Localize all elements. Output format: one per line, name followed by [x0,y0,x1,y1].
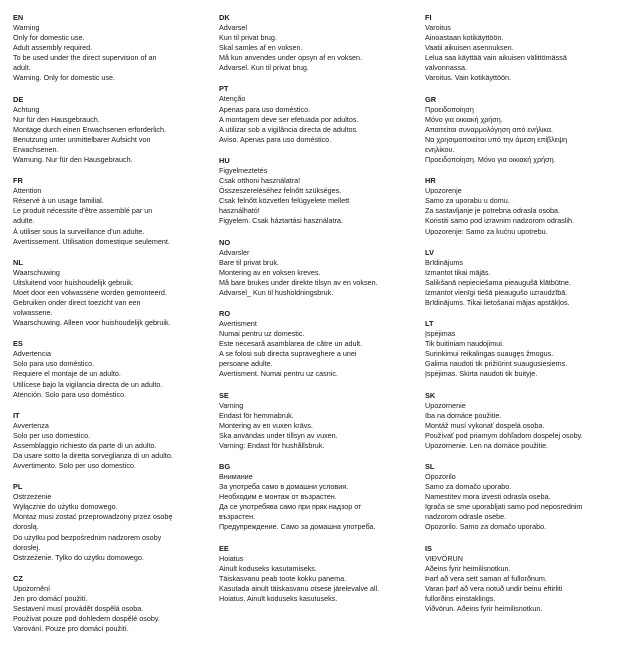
warning-text-line: Kun til privat brug. [219,33,277,43]
warning-text-line: A se folosi sub directa supraveghere a unei [219,349,357,359]
column-2 [219,13,414,615]
language-code: HU [219,155,230,165]
language-code: CZ [13,573,23,583]
language-code: PT [219,84,229,94]
language-section-es [13,339,208,399]
language-code: DE [13,94,24,104]
warning-text-line: Do użytku pod bezpośrednim nadzorem osoby [13,532,162,542]
language-section-is [425,544,625,615]
warning-text-line: Ainoastaan kotikäyttöön. [425,33,504,43]
warning-text-line: Izmantot vienīgi tiešā pieaugušo uzraudzībā. [425,287,568,297]
language-code: DK [219,13,230,22]
warning-heading: Upozornění [13,583,51,593]
language-code: ES [13,339,23,349]
warning-text-line: Összeszereléséhez felnőtt szükséges. [219,186,342,196]
language-code: EE [219,543,229,553]
warning-text-line: ενηλίκου. [425,144,455,154]
language-code: IS [425,543,432,553]
language-section-de [13,95,208,166]
language-section-se [219,391,414,451]
warning-text-line: Sestavení musí provádět dospělá osoba. [13,604,144,614]
warning-text-line: Varan þarf að vera notuð undir beinu eftirliti [425,583,563,593]
warning-text-line: Να χρησιμοποιείται υπό την άμεση επίβλεψη [425,134,568,144]
warning-text-line: Aviso. Apenas para uso doméstico. [219,134,332,144]
warning-heading: Advarsel [219,23,247,32]
warning-text-line: Предупреждение. Само за домашна употреба. [219,522,376,532]
warning-text-line: használható! [219,206,260,216]
warning-text-line: Endast för hemmabruk. [219,410,294,420]
warning-text-line: Assemblaggio richiesto da parte di un adulto. [13,440,157,450]
warning-text-line: Samo za uporabu u domu. [425,196,510,206]
warning-text-line: Galima naudoti tik prižiūrint suaugusiesiems. [425,359,568,369]
warning-text-line: Ainult koduseks kasutamiseks. [219,563,317,573]
language-section-cz [13,574,208,634]
warning-text-line: възрастен. [219,512,256,522]
warning-text-line: Må bare brukes under direkte tilsyn av en voksen. [219,277,378,287]
language-section-hu [219,156,414,227]
warning-text-line: Brīdinājums. Tikai lietošanai mājas apstākļos. [425,297,570,307]
warning-heading: Advertencia [13,349,51,359]
warning-heading: Attention [13,186,42,196]
warning-heading: Figyelmeztetés [219,165,268,175]
warning-heading: Upozornenie [425,400,466,410]
language-section-en [13,13,208,84]
warning-text-line: Ska användas under tillsyn av vuxen. [219,430,338,440]
warning-heading: Brīdinājums [425,257,463,267]
warning-text-line: Koristiti samo pod izravnim nadzorom odraslih. [425,216,575,226]
warning-heading: Waarschuwing [13,267,60,277]
warning-text-line: Varning: Endast för hushållsbruk. [219,440,325,450]
warning-text-line: Upozornenie. Len na domáce použitie. [425,440,549,450]
warning-text-line: A utilizar sob a vigilância directa de adultos. [219,124,359,134]
warning-text-line: persoane adulte. [219,359,273,369]
language-section-fr [13,176,208,247]
warning-text-line: Jen pro domácí použití. [13,593,88,603]
warning-text-line: Numai pentru uz domestic. [219,329,305,339]
language-code: EN [13,13,24,22]
warning-text-line: Figyelem. Csak háztartási használatra. [219,216,343,226]
warning-text-line: Gebruiken onder direct toezicht van een [13,297,141,307]
warning-text-line: Salikšanā nepieciešama pieaugušā klātbūtne. [425,277,571,287]
warning-text-line: Warning. Only for domestic use. [13,73,115,83]
warning-text-line: Csak felnőtt közvetlen felügyelete mellett [219,196,350,206]
warning-text-line: fullorðins einstaklings. [425,593,496,603]
language-code: LV [425,247,434,257]
language-code: NO [219,237,231,247]
warning-text-line: nadzorom odrasle osebe. [425,512,507,522]
warning-heading: Opozorilo [425,472,456,481]
warning-text-line: Απαιτείται συναρμολόγηση από ενήλικα. [425,124,553,134]
language-code: IT [13,410,20,420]
warning-text-line: adult. [13,63,31,73]
language-section-lt [425,319,625,379]
warning-heading: Warning [13,23,40,32]
warning-text-line: Leluа saa käyttää vain aikuisen välittömässä [425,53,567,63]
warning-heading: Внимание [219,472,253,481]
warning-text-line: Aðeins fyrir heimilisnotkun. [425,563,511,573]
warning-heading: VIÐVÖRUN [425,553,463,563]
warning-text-line: Erwachsenen. [13,144,59,154]
warning-text-line: Utilícese bajo la vigilancia directa de un adulto. [13,379,163,389]
warning-text-line: Benutzung unter unmittelbarer Aufsicht von [13,134,151,144]
warning-text-line: Solo para uso doméstico. [13,359,95,369]
warning-heading: Avertisment [219,318,257,328]
language-section-nl [13,258,208,329]
language-section-gr [425,95,625,166]
warning-text-line: valvonnassa. [425,63,467,73]
warning-text-line: Requiere el montaje de un adulto. [13,369,121,379]
warning-text-line: Kasutada ainult täiskasvanu otsese järelevalve all. [219,583,380,593]
warning-text-line: Surinkimui reikalingas suaugęs žmogus. [425,349,554,359]
warning-text-line: Používať pod priamym dohľadom dospelej osoby. [425,430,583,440]
language-section-pt [219,84,414,144]
warning-text-line: Μόνο για οικιακή χρήση. [425,114,503,124]
warning-text-line: Uitsluitend voor huishoudelijk gebruik. [13,277,134,287]
warning-text-line: Samo za domačo uporabo. [425,482,512,492]
warning-text-line: volwassene. [13,308,53,318]
warning-text-line: A montagem deve ser efetuada por adultos. [219,114,359,124]
warning-text-line: Namestitev mora izvesti odrasla oseba. [425,492,551,502]
language-section-dk [219,13,414,73]
warning-heading: Advarsler [219,247,250,257]
warning-heading: Varoitus [425,23,451,32]
warning-text-line: Montering av en voksen kreves. [219,267,321,277]
warning-text-line: Atención. Solo para uso doméstico. [13,389,127,399]
warning-heading: Varning [219,400,244,410]
warning-heading: Achtung [13,104,40,114]
warning-text-line: Le produit nécessite d'être assemblé par un [13,206,153,216]
language-code: BG [219,462,231,471]
warning-text-line: Warnung. Nur für den Hausgebrauch. [13,155,133,165]
warning-text-line: Opozorilo. Samo za domačo uporabo. [425,522,547,532]
warning-text-line: Да се употребява само при пряк надзор от [219,502,362,512]
warning-heading: Hoiatus [219,553,244,563]
language-code: SK [425,390,436,400]
warning-heading: Upozorenje [425,186,462,196]
warning-text-line: Iba na domáce použitie. [425,410,502,420]
warning-heading: Ostrzeżenie [13,492,52,502]
warning-text-line: Wyłącznie do użytku domowego. [13,502,118,512]
warning-text-line: Csak otthoni használatra! [219,176,301,186]
warning-text-line: Montage durch einen Erwachsenen erforderlich. [13,124,167,134]
warning-text-line: dorosłą. [13,522,39,532]
language-code: PL [13,482,23,492]
warning-heading: Atenção [219,94,246,104]
warning-text-line: Upozorenje: Samo za kućnu upotrebu. [425,226,548,236]
warning-text-line: Skal samles af en voksen. [219,43,303,53]
warning-text-line: Įspėjimas. Skirta naudoti tik buityje. [425,369,538,379]
warning-text-line: Igrača se sme uporabljati samo pod neposrednim [425,502,583,512]
language-code: RO [219,308,231,318]
warning-text-line: Za sastavljanje je potrebna odrasla osoba. [425,206,561,216]
language-code: GR [425,94,437,104]
column-3 [425,13,625,625]
warning-text-line: Používat pouze pod dohledem dospělé osoby. [13,614,160,624]
warning-text-line: Avertissement. Utilisation domestique seulement. [13,236,170,246]
warning-text-line: Este necesară asamblarea de către un adult. [219,339,363,349]
language-code: SL [425,462,435,471]
language-code: LT [425,319,434,329]
language-code: SE [219,390,229,400]
warning-text-line: Bare til privat bruk. [219,257,279,267]
warning-text-line: Da usare sotto la diretta sorveglianza di un adulto. [13,451,173,460]
warning-text-line: Tik buitiniam naudojimui. [425,339,504,349]
warning-text-line: Vaatii aikuisen asennuksen. [425,43,514,53]
warning-text-line: Må kun anvendes under opsyn af en voksen. [219,53,363,63]
warning-text-line: To be used under the direct supervision of an [13,53,157,63]
column-1 [13,13,208,645]
language-section-pl [13,482,208,563]
warning-text-line: Nur für den Hausgebrauch. [13,114,100,124]
warning-text-line: За употреба само в домашни условия. [219,482,349,492]
warning-text-line: Montaż musi zostać przeprowadzony przez osobę [13,512,173,522]
language-code: HR [425,176,436,186]
warning-text-line: Advarsel. Kun til privat brug. [219,63,309,73]
language-section-ro [219,309,414,380]
warning-text-line: Solo per uso domestico. [13,430,91,440]
warning-text-line: Avvertimento. Solo per uso domestico. [13,461,136,471]
language-code: FI [425,13,432,22]
language-section-fi [425,13,625,84]
language-section-sk [425,391,625,451]
warning-text-line: Moet door een volwassene worden gemonteerd. [13,287,167,297]
warning-text-line: Adult assembly required. [13,43,93,53]
language-section-lv [425,248,625,308]
warning-text-line: Täiskasvanu peab toote kokku panema. [219,573,347,583]
language-section-bg [219,462,414,533]
language-code: FR [13,176,23,186]
warning-text-line: Waarschuwing. Alleen voor huishoudelijk gebruik. [13,318,171,328]
warning-text-line: Avertisment. Numai pentru uz casnic. [219,369,338,379]
warning-heading: Προειδοποίηση [425,104,474,114]
warning-text-line: Advarsel_ Kun til husholdningsbruk. [219,287,334,297]
warning-text-line: Réservé à un usage familial. [13,196,104,206]
language-code: NL [13,257,23,267]
warning-text-line: Необходим е монтаж от възрастен. [219,492,337,502]
warning-text-line: Varoitus. Vain kotikäyttöön. [425,73,512,83]
warning-text-line: adulte. [13,216,35,226]
language-section-ee [219,544,414,604]
warning-heading: Avvertenza [13,420,49,430]
warning-heading: Įspėjimas [425,329,456,339]
warning-text-line: Apenas para uso doméstico. [219,104,311,114]
warning-text-line: Montáž musí vykonať dospelá osoba. [425,420,545,430]
warning-text-line: Hoiatus. Ainult koduseks kasutuseks. [219,593,338,603]
warning-text-line: Izmantot tikai mājās. [425,267,491,277]
warning-text-line: Viðvörun. Aðeins fyrir heimilisnotkun. [425,604,543,614]
language-section-it [13,411,208,471]
warning-text-line: Montering av en vuxen krävs. [219,420,313,430]
warning-text-line: Προειδοποίηση. Μόνο για οικιακή χρήση. [425,155,556,165]
warning-text-line: Varování. Pouze pro domácí použití. [13,624,129,634]
warning-text-line: À utiliser sous la surveillance d'un adulte. [13,226,145,236]
warning-text-line: Ostrzeżenie. Tylko do użytku domowego. [13,552,144,562]
warning-text-line: Only for domestic use. [13,33,85,43]
language-section-hr [425,176,625,236]
warning-text-line: dorosłej. [13,542,41,552]
language-section-sl [425,462,625,533]
language-section-no [219,238,414,298]
warning-text-line: Þarf að vera sett saman af fullorðnum. [425,573,547,583]
